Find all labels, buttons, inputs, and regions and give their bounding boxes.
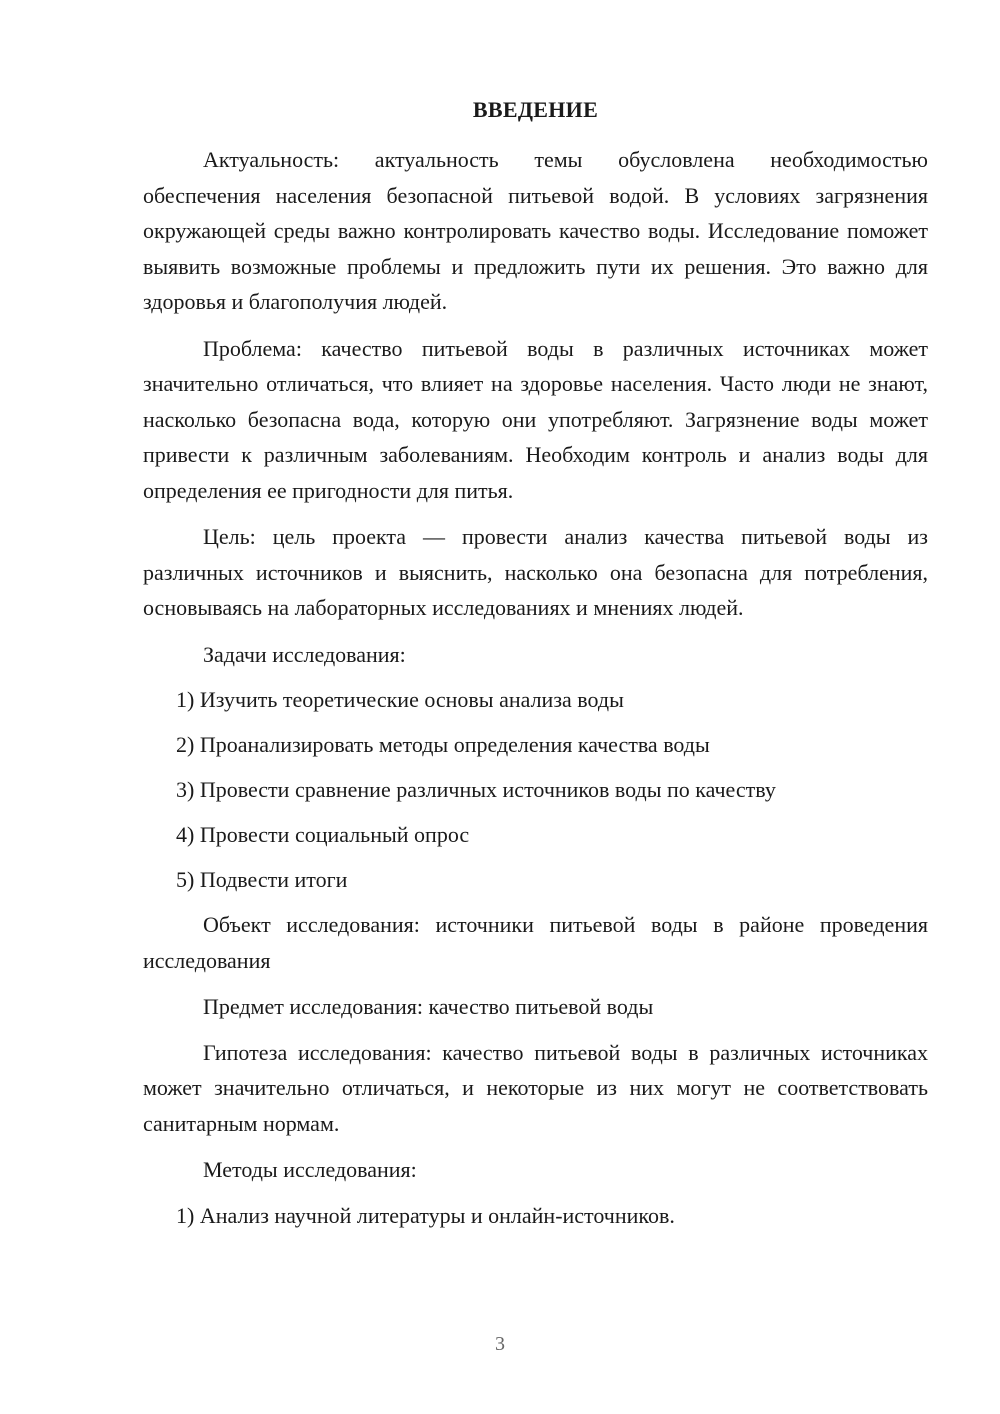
page-title: ВВЕДЕНИЕ bbox=[472, 97, 599, 122]
page-number: 3 bbox=[495, 1333, 505, 1355]
relevance-paragraph: Актуальность: актуальность темы обусловлена необходимостью обеспечения населения безопасной питьевой водой. В условиях загрязнения окружающей среды важно контролировать качество воды. Исследование поможет выявить возможные проблемы и предложить пути их решения. Это важно для здоровья и благополучия людей. bbox=[143, 147, 928, 314]
hypothesis-paragraph: Гипотеза исследования: качество питьевой воды в различных источниках может значительно отличаться, и некоторые из них могут не соответствовать санитарным нормам. bbox=[143, 1039, 928, 1136]
problem-paragraph: Проблема: качество питьевой воды в различных источниках может значительно отличаться, что влияет на здоровье населения. Часто люди не знают, насколько безопасна вода, которую они употребляют. Загрязнение воды может привести к различным заболеваниям. Необходим контроль и анализ воды для определения ее пригодности для питья. bbox=[143, 335, 928, 503]
tasks-list bbox=[143, 682, 928, 898]
task-item: 4) Провести социальный опрос bbox=[176, 822, 470, 847]
task-item: 1) Изучить теоретические основы анализа воды bbox=[176, 687, 624, 712]
methods-list bbox=[143, 1198, 928, 1234]
document-page bbox=[143, 90, 928, 1243]
task-item: 5) Подвести итоги bbox=[176, 867, 348, 892]
object-paragraph: Объект исследования: источники питьевой воды в районе проведения исследования bbox=[143, 912, 928, 973]
task-item: 2) Проанализировать методы определения качества воды bbox=[176, 732, 710, 757]
method-item: 1) Анализ научной литературы и онлайн-источников. bbox=[176, 1202, 675, 1228]
methods-heading: Методы исследования: bbox=[203, 1157, 417, 1182]
goal-paragraph: Цель: цель проекта — провести анализ качества питьевой воды из различных источников и выяснить, насколько она безопасна для потребления, основываясь на лабораторных исследованиях и мнениях людей. bbox=[143, 524, 928, 620]
tasks-heading: Задачи исследования: bbox=[203, 641, 406, 667]
task-item: 3) Провести сравнение различных источников воды по качеству bbox=[176, 777, 776, 802]
subject-paragraph: Предмет исследования: качество питьевой воды bbox=[203, 994, 654, 1019]
